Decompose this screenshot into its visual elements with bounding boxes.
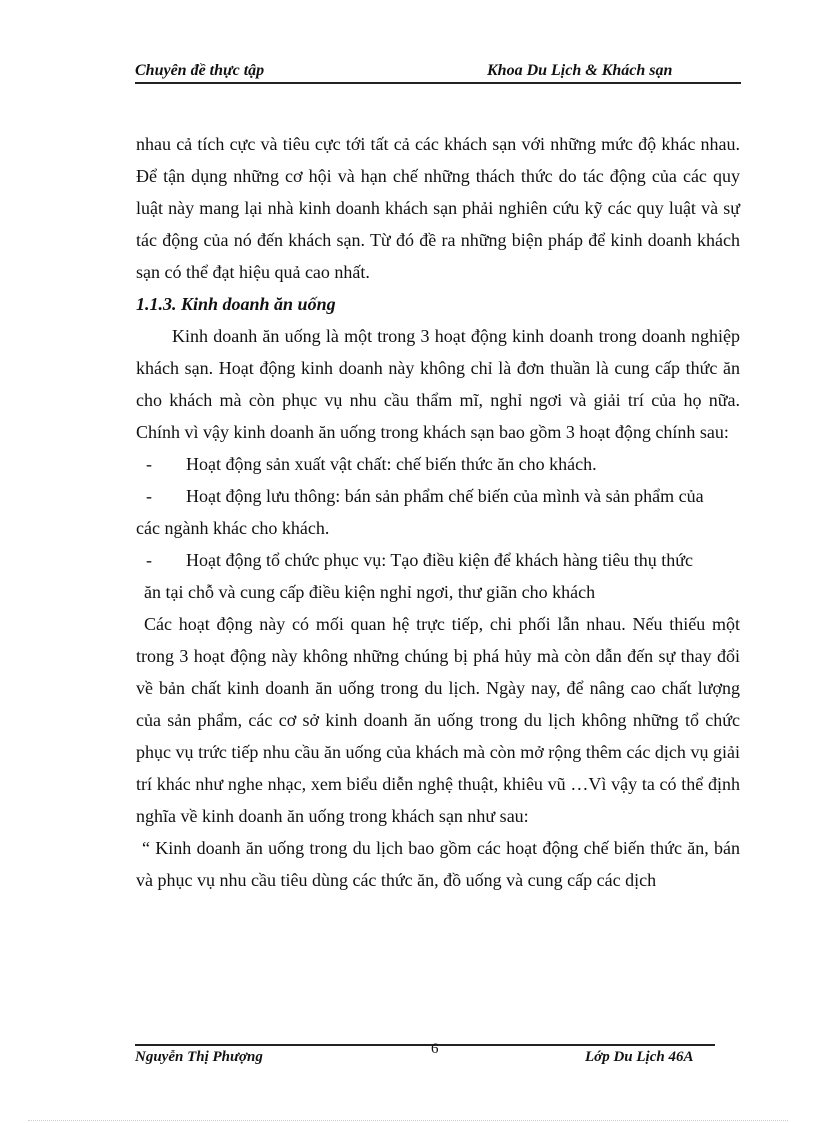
document-body xyxy=(136,128,740,896)
paragraph-2: Kinh doanh ăn uống là một trong 3 hoạt động kinh doanh trong doanh nghiệp khách sạn. Hoạt động kinh doanh này không chỉ là đơn thuần là cung cấp thức ăn cho khách mà còn phục vụ nhu cầu thẩm mĩ, nghỉ ngơi và giải trí của họ nữa. Chính vì vậy kinh doanh ăn uống trong khách sạn bao gồm 3 hoạt động chính sau: xyxy=(136,326,740,442)
section-heading: 1.1.3. Kinh doanh ăn uống xyxy=(136,294,336,314)
bullet-text: Hoạt động tổ chức phục vụ: Tạo điều kiện để khách hàng tiêu thụ thức xyxy=(186,550,694,570)
bullet-dash: - xyxy=(146,486,152,506)
header-left: Chuyên đề thực tập xyxy=(135,62,265,79)
bullet-item-2 xyxy=(136,480,740,512)
paragraph-4: “ Kinh doanh ăn uống trong du lịch bao gồm các hoạt động chế biến thức ăn, bán và phục vụ nhu cầu tiêu dùng các thức ăn, đồ uống và cung cấp các dịch xyxy=(136,838,740,890)
bullet-dash: - xyxy=(146,550,152,570)
paragraph-3: Các hoạt động này có mối quan hệ trực tiếp, chi phối lẫn nhau. Nếu thiếu một trong 3 hoạt động này không những chúng bị phá hủy mà còn dẫn đến sự thay đổi về bản chất kinh doanh ăn uống trong du lịch. Ngày nay, để nâng cao chất lượng của sản phẩm, các cơ sở kinh doanh ăn uống trong du lịch không những tổ chức phục vụ trức tiếp nhu cầu ăn uống của khách mà còn mở rộng thêm các dịch vụ giải trí khác như nghe nhạc, xem biểu diễn nghệ thuật, khiêu vũ …Vì vậy ta có thể định nghĩa về kinh doanh ăn uống trong khách sạn như sau: xyxy=(136,614,740,826)
footer-class: Lớp Du Lịch 46A xyxy=(585,1049,694,1065)
bullet-dash: - xyxy=(146,454,152,474)
bullet-item-3 xyxy=(136,544,740,576)
bullet-text: Hoạt động lưu thông: bán sản phẩm chế biến của mình và sản phẩm của xyxy=(186,486,704,506)
page-footer xyxy=(135,1041,715,1070)
page-number: 6 xyxy=(431,1041,439,1057)
bullet-continuation: các ngành khác cho khách. xyxy=(136,518,330,538)
bullet-continuation: ăn tại chỗ và cung cấp điều kiện nghỉ ngơi, thư giãn cho khách xyxy=(144,582,596,602)
bullet-text: Hoạt động sản xuất vật chất: chế biến thức ăn cho khách. xyxy=(186,454,597,474)
header-right: Khoa Du Lịch & Khách sạn xyxy=(487,62,673,79)
page-header xyxy=(135,60,741,84)
bullet-item-1 xyxy=(136,448,740,480)
footer-author: Nguyễn Thị Phượng xyxy=(135,1049,263,1065)
page-edge-divider xyxy=(28,1120,788,1121)
paragraph-1: nhau cả tích cực và tiêu cực tới tất cả các khách sạn với những mức độ khác nhau. Để tận dụng những cơ hội và hạn chế những thách thức do tác động của các quy luật này mang lại nhà kinh doanh khách sạn phải nghiên cứu kỹ các quy luật và sự tác động của nó đến khách sạn. Từ đó đề ra những biện pháp để kinh doanh khách sạn có thể đạt hiệu quả cao nhất. xyxy=(136,134,740,282)
